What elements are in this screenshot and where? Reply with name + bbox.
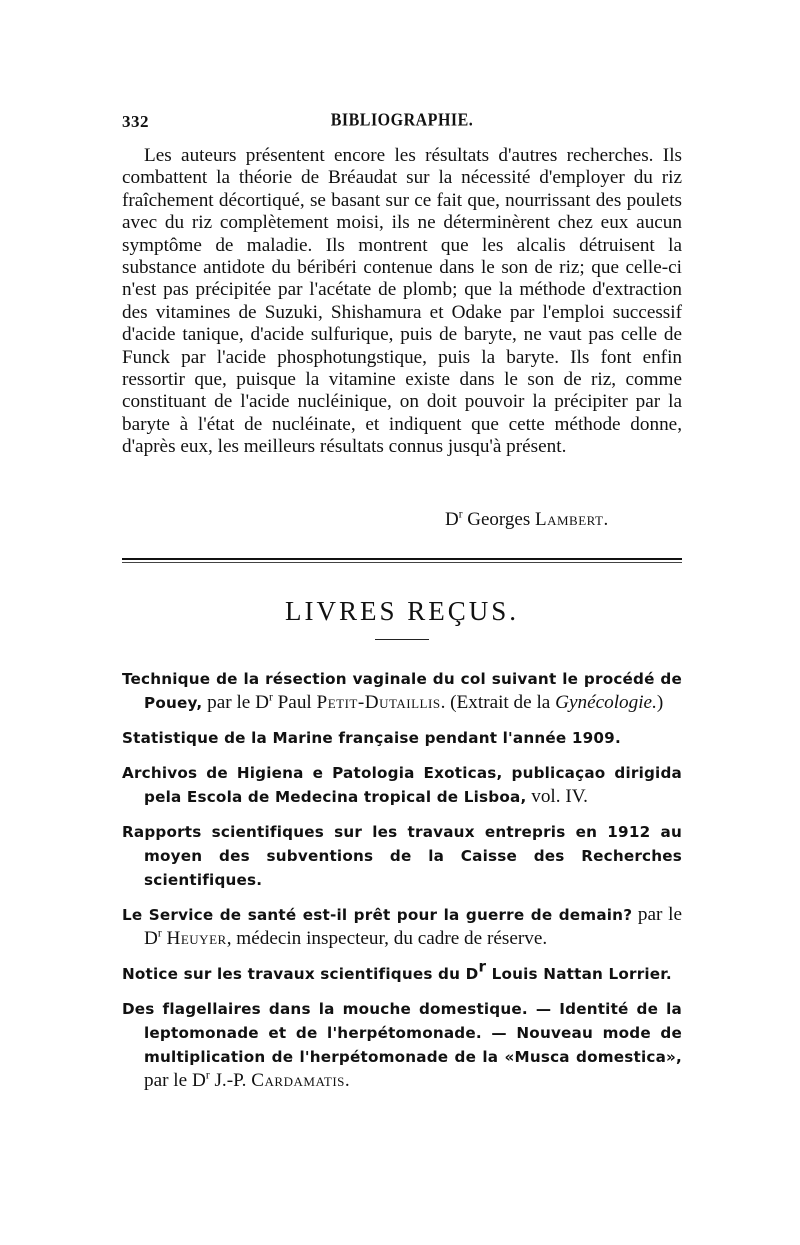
section-divider (122, 558, 682, 560)
page-number: 332 (122, 112, 149, 131)
entry-text: par le D (144, 1070, 206, 1091)
entry-title: Le Service de santé est-il prêt pour la guerre de demain? (122, 906, 633, 924)
list-item (122, 957, 682, 986)
entry-sup: r (205, 1069, 210, 1082)
books-list (122, 667, 682, 1104)
running-title: BIBLIOGRAPHIE. (330, 111, 474, 130)
list-item (122, 820, 682, 892)
signature-sup: r (458, 508, 463, 521)
review-text: Les auteurs présentent encore les résultats d'autres recherches. Ils combattent la théorie de Bréaudat sur la nécessité d'employer du riz fraîchement décortiqué, se basant sur ce fait que, nourrissant des poulets avec du riz complètement moisi, ils ne déterminèrent chez eux aucun symptôme de maladie. Ils montrent que les alcalis détruisent la substance antidote du béribéri contenue dans le son de riz; que celle-ci n'est pas précipitée par l'acétate de plomb; que la méthode d'extraction des vitamines de Suzuki, Shishamura et Odake par l'emploi successif d'acide tanique, d'acide sulfurique, puis de baryte, ne vaut pas celle de Funck par l'acide phosphotungstique, puis la baryte. Ils font enfin ressortir que, puisque la vitamine existe dans le son de riz, comme constituant de l'acide nucléinique, on doit pouvoir la précipiter par la baryte à l'état de nucléinate, et indiquent que cette méthode donne, d'après eux, les meilleurs résultats connus jusqu'à présent. (122, 145, 682, 458)
review-paragraph (122, 145, 682, 459)
signature-last-name: Lambert. (535, 509, 609, 530)
page-header (122, 112, 682, 134)
entry-text: , médecin inspecteur, du cadre de réserve. (226, 928, 548, 949)
entry-journal: Gynécologie. (555, 692, 657, 713)
entry-text: vol. IV. (526, 786, 588, 807)
entry-text: ) (656, 692, 664, 713)
entry-title-cont: Louis Nattan Lorrier. (486, 965, 672, 983)
entry-author: Petit-Dutaillis (316, 692, 441, 713)
entry-title: Statistique de la Marine française pendant l'année 1909. (122, 729, 621, 747)
list-item (122, 761, 682, 809)
entry-text: par le D (202, 692, 269, 713)
signature-prefix: D (445, 509, 459, 530)
entry-sup: r (478, 957, 487, 976)
list-item (122, 667, 682, 715)
list-item (122, 903, 682, 951)
entry-sup: r (268, 691, 273, 704)
review-signature (445, 509, 609, 531)
entry-sup: r (157, 927, 162, 940)
title-underline (375, 639, 429, 640)
entry-text: J.-P. (209, 1070, 252, 1091)
entry-author: Cardamatis. (251, 1070, 351, 1091)
list-item (122, 997, 682, 1093)
list-item (122, 726, 682, 750)
entry-title: Notice sur les travaux scientifiques du D (122, 965, 479, 983)
section-divider-thin (122, 562, 682, 563)
entry-author: Heuyer (166, 928, 227, 949)
signature-first-name: Georges (462, 509, 535, 530)
entry-text: par le D (144, 904, 682, 949)
entry-title: Archivos de Higiena e Patologia Exoticas, publicaçao dirigida pela Escola de Medecina tropical de Lisboa, (122, 764, 682, 806)
entry-title: Des flagellaires dans la mouche domestique. — Identité de la leptomonade et de l'herpétomonade. — Nouveau mode de multiplication de l'herpétomonade de la «Musca domestica», (122, 1000, 682, 1066)
entry-title: Rapports scientifiques sur les travaux entrepris en 1912 au moyen des subventions de la Caisse des Recherches scientifiques. (122, 823, 682, 889)
section-title: LIVRES REÇUS. (284, 596, 520, 626)
entry-text: Paul (272, 692, 317, 713)
entry-title: Technique de la résection vaginale du col suivant le procédé de Pouey, (122, 670, 682, 712)
entry-text: . (Extrait de la (440, 692, 556, 713)
